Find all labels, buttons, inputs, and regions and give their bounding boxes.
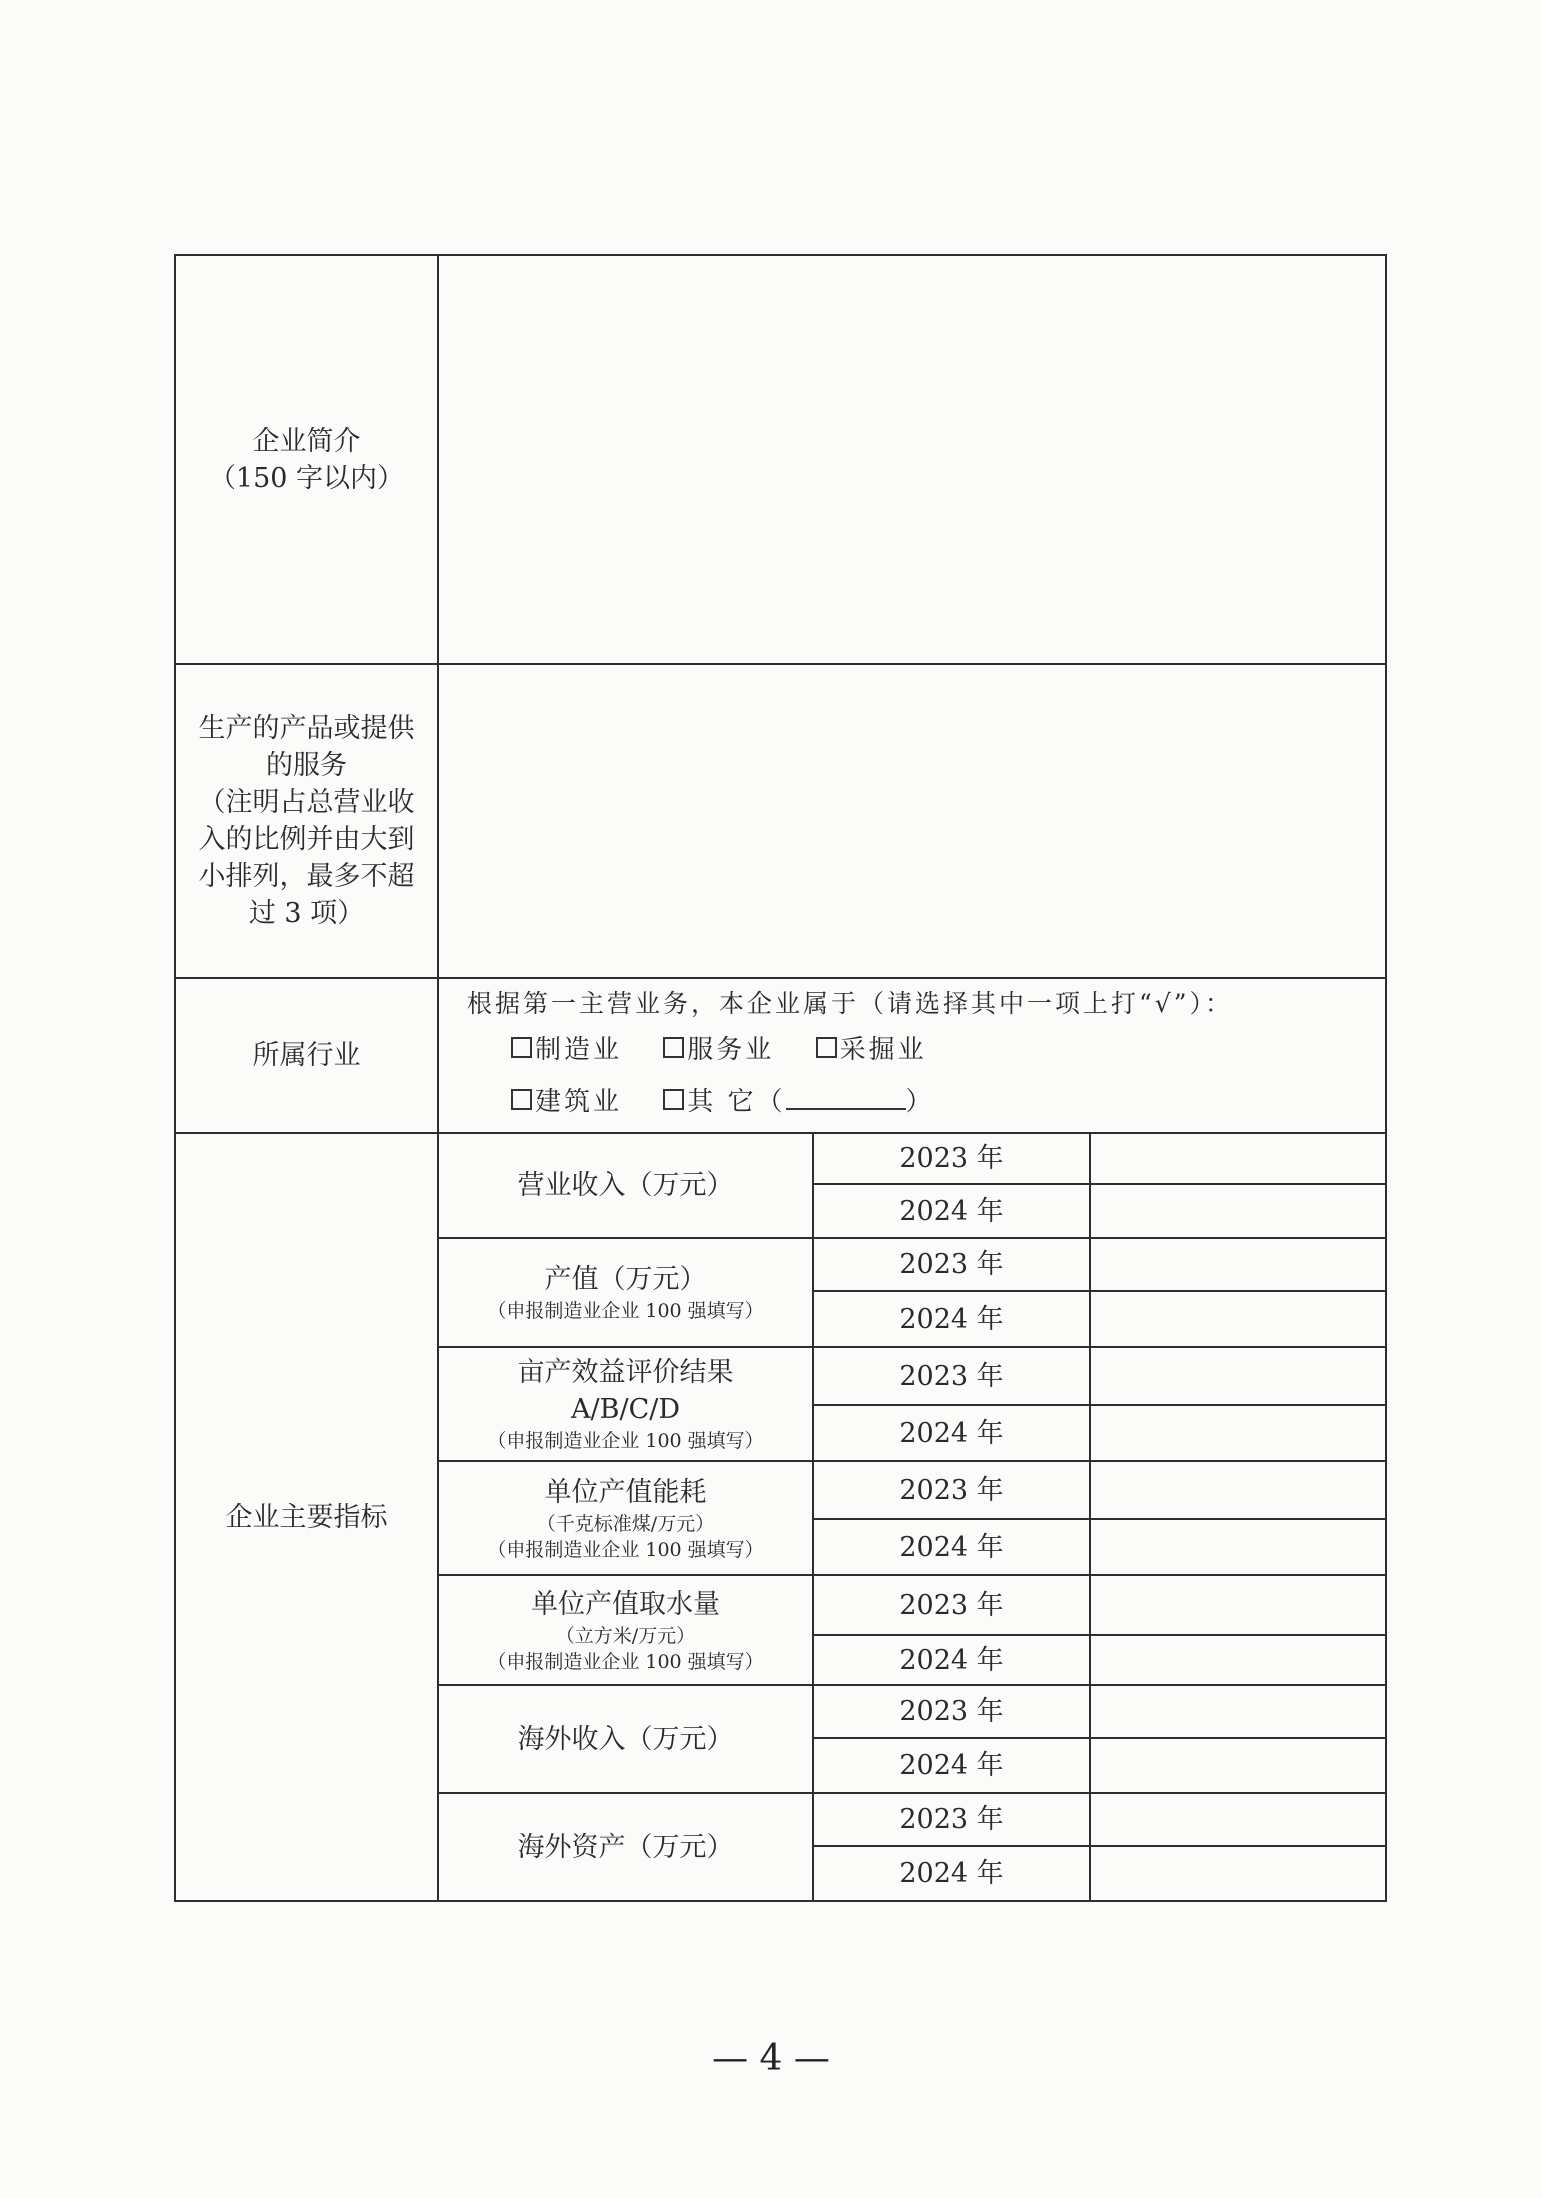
products-title-line-2: 的服务 bbox=[266, 750, 347, 781]
indicator-value-field[interactable] bbox=[1090, 1793, 1386, 1846]
products-title-line-1: 生产的产品或提供 bbox=[198, 713, 415, 744]
indicator-value-field[interactable] bbox=[1090, 1184, 1386, 1238]
industry-prompt: 根据第一主营业务，本企业属于（请选择其中一项上打“√”）： bbox=[467, 988, 1233, 1018]
indicator-value-field[interactable] bbox=[1090, 1347, 1386, 1405]
indicators-label bbox=[175, 1133, 438, 1901]
indicator-overseas-revenue-label: 海外收入（万元） bbox=[517, 1723, 734, 1755]
year-cell: 2024 年 bbox=[813, 1405, 1090, 1461]
option-mining[interactable] bbox=[816, 1024, 927, 1076]
option-other[interactable] bbox=[663, 1076, 934, 1128]
option-other-close: ） bbox=[905, 1086, 935, 1117]
option-construction[interactable] bbox=[511, 1076, 622, 1128]
indicator-value-field[interactable] bbox=[1090, 1575, 1386, 1635]
products-field[interactable] bbox=[438, 664, 1386, 978]
indicator-land-efficiency-unit: A/B/C/D bbox=[571, 1394, 680, 1425]
indicator-value-field[interactable] bbox=[1090, 1519, 1386, 1575]
products-note-line-3: 小排列，最多不超 bbox=[198, 861, 415, 892]
company-intro-title: 企业简介 bbox=[252, 425, 361, 457]
industry-label bbox=[175, 978, 438, 1133]
indicator-water-label: 单位产值取水量 bbox=[531, 1588, 720, 1620]
year-cell: 2024 年 bbox=[813, 1184, 1090, 1238]
enterprise-info-form bbox=[174, 254, 1387, 1902]
other-industry-blank[interactable] bbox=[786, 1086, 906, 1110]
indicator-name-cell bbox=[438, 1793, 813, 1901]
indicator-value-field[interactable] bbox=[1090, 1846, 1386, 1901]
industry-options-row-2 bbox=[439, 1076, 1385, 1128]
indicator-value-field[interactable] bbox=[1090, 1685, 1386, 1738]
year-cell: 2023 年 bbox=[813, 1347, 1090, 1405]
indicator-name-cell bbox=[438, 1133, 813, 1238]
indicator-name-cell bbox=[438, 1347, 813, 1461]
option-services-label: 服务业 bbox=[687, 1034, 775, 1065]
indicator-name-cell bbox=[438, 1685, 813, 1793]
indicator-land-efficiency-note: （申报制造业企业 100 强填写） bbox=[487, 1430, 764, 1452]
company-intro-note: （150 字以内） bbox=[208, 462, 405, 494]
checkbox-icon[interactable] bbox=[663, 1089, 684, 1110]
option-other-label: 其 它（ bbox=[687, 1086, 786, 1117]
indicator-value-field[interactable] bbox=[1090, 1238, 1386, 1291]
company-intro-label bbox=[175, 255, 438, 664]
industry-options-cell bbox=[438, 978, 1386, 1133]
option-construction-label: 建筑业 bbox=[535, 1086, 623, 1117]
indicator-water-unit: （立方米/万元） bbox=[555, 1624, 696, 1647]
year-cell: 2024 年 bbox=[813, 1519, 1090, 1575]
indicator-land-efficiency-label: 亩产效益评价结果 bbox=[517, 1357, 734, 1388]
year-cell: 2023 年 bbox=[813, 1238, 1090, 1291]
indicator-value-field[interactable] bbox=[1090, 1461, 1386, 1519]
indicator-name-cell bbox=[438, 1461, 813, 1575]
industry-title: 所属行业 bbox=[252, 1040, 361, 1071]
page-number: — 4 — bbox=[712, 2038, 830, 2079]
industry-options-row-1 bbox=[439, 1024, 1385, 1076]
company-intro-field[interactable] bbox=[438, 255, 1386, 664]
option-manufacturing-label: 制造业 bbox=[535, 1034, 623, 1065]
indicator-energy-note: （申报制造业企业 100 强填写） bbox=[487, 1538, 764, 1561]
products-note-line-1: （注明占总营业收 bbox=[198, 787, 415, 818]
year-cell: 2023 年 bbox=[813, 1793, 1090, 1846]
year-cell: 2023 年 bbox=[813, 1685, 1090, 1738]
checkbox-icon[interactable] bbox=[511, 1037, 532, 1058]
products-note-line-2: 入的比例并由大到 bbox=[198, 824, 415, 855]
indicator-value-field[interactable] bbox=[1090, 1133, 1386, 1184]
indicator-value-field[interactable] bbox=[1090, 1635, 1386, 1685]
year-cell: 2023 年 bbox=[813, 1133, 1090, 1184]
indicator-energy-unit: （千克标准煤/万元） bbox=[536, 1512, 715, 1535]
checkbox-icon[interactable] bbox=[511, 1089, 532, 1110]
option-services[interactable] bbox=[663, 1024, 774, 1076]
products-note-line-4: 过 3 项） bbox=[248, 898, 365, 929]
products-label bbox=[175, 664, 438, 978]
indicator-value-field[interactable] bbox=[1090, 1291, 1386, 1347]
checkbox-icon[interactable] bbox=[663, 1037, 684, 1058]
year-cell: 2023 年 bbox=[813, 1461, 1090, 1519]
year-cell: 2024 年 bbox=[813, 1846, 1090, 1901]
indicators-title: 企业主要指标 bbox=[225, 1501, 388, 1533]
indicator-energy-label: 单位产值能耗 bbox=[544, 1476, 707, 1508]
option-manufacturing[interactable] bbox=[511, 1024, 622, 1076]
year-cell: 2024 年 bbox=[813, 1738, 1090, 1793]
indicator-revenue-label: 营业收入（万元） bbox=[517, 1170, 734, 1201]
indicator-water-note: （申报制造业企业 100 强填写） bbox=[487, 1650, 764, 1673]
checkbox-icon[interactable] bbox=[816, 1037, 837, 1058]
year-cell: 2024 年 bbox=[813, 1635, 1090, 1685]
year-cell: 2023 年 bbox=[813, 1575, 1090, 1635]
indicator-name-cell bbox=[438, 1575, 813, 1685]
indicator-overseas-assets-label: 海外资产（万元） bbox=[517, 1831, 734, 1863]
indicator-output-label: 产值（万元） bbox=[544, 1264, 707, 1295]
year-cell: 2024 年 bbox=[813, 1291, 1090, 1347]
indicator-output-note: （申报制造业企业 100 强填写） bbox=[487, 1300, 764, 1322]
indicator-value-field[interactable] bbox=[1090, 1738, 1386, 1793]
indicator-value-field[interactable] bbox=[1090, 1405, 1386, 1461]
option-mining-label: 采掘业 bbox=[839, 1034, 927, 1065]
indicator-name-cell bbox=[438, 1238, 813, 1347]
